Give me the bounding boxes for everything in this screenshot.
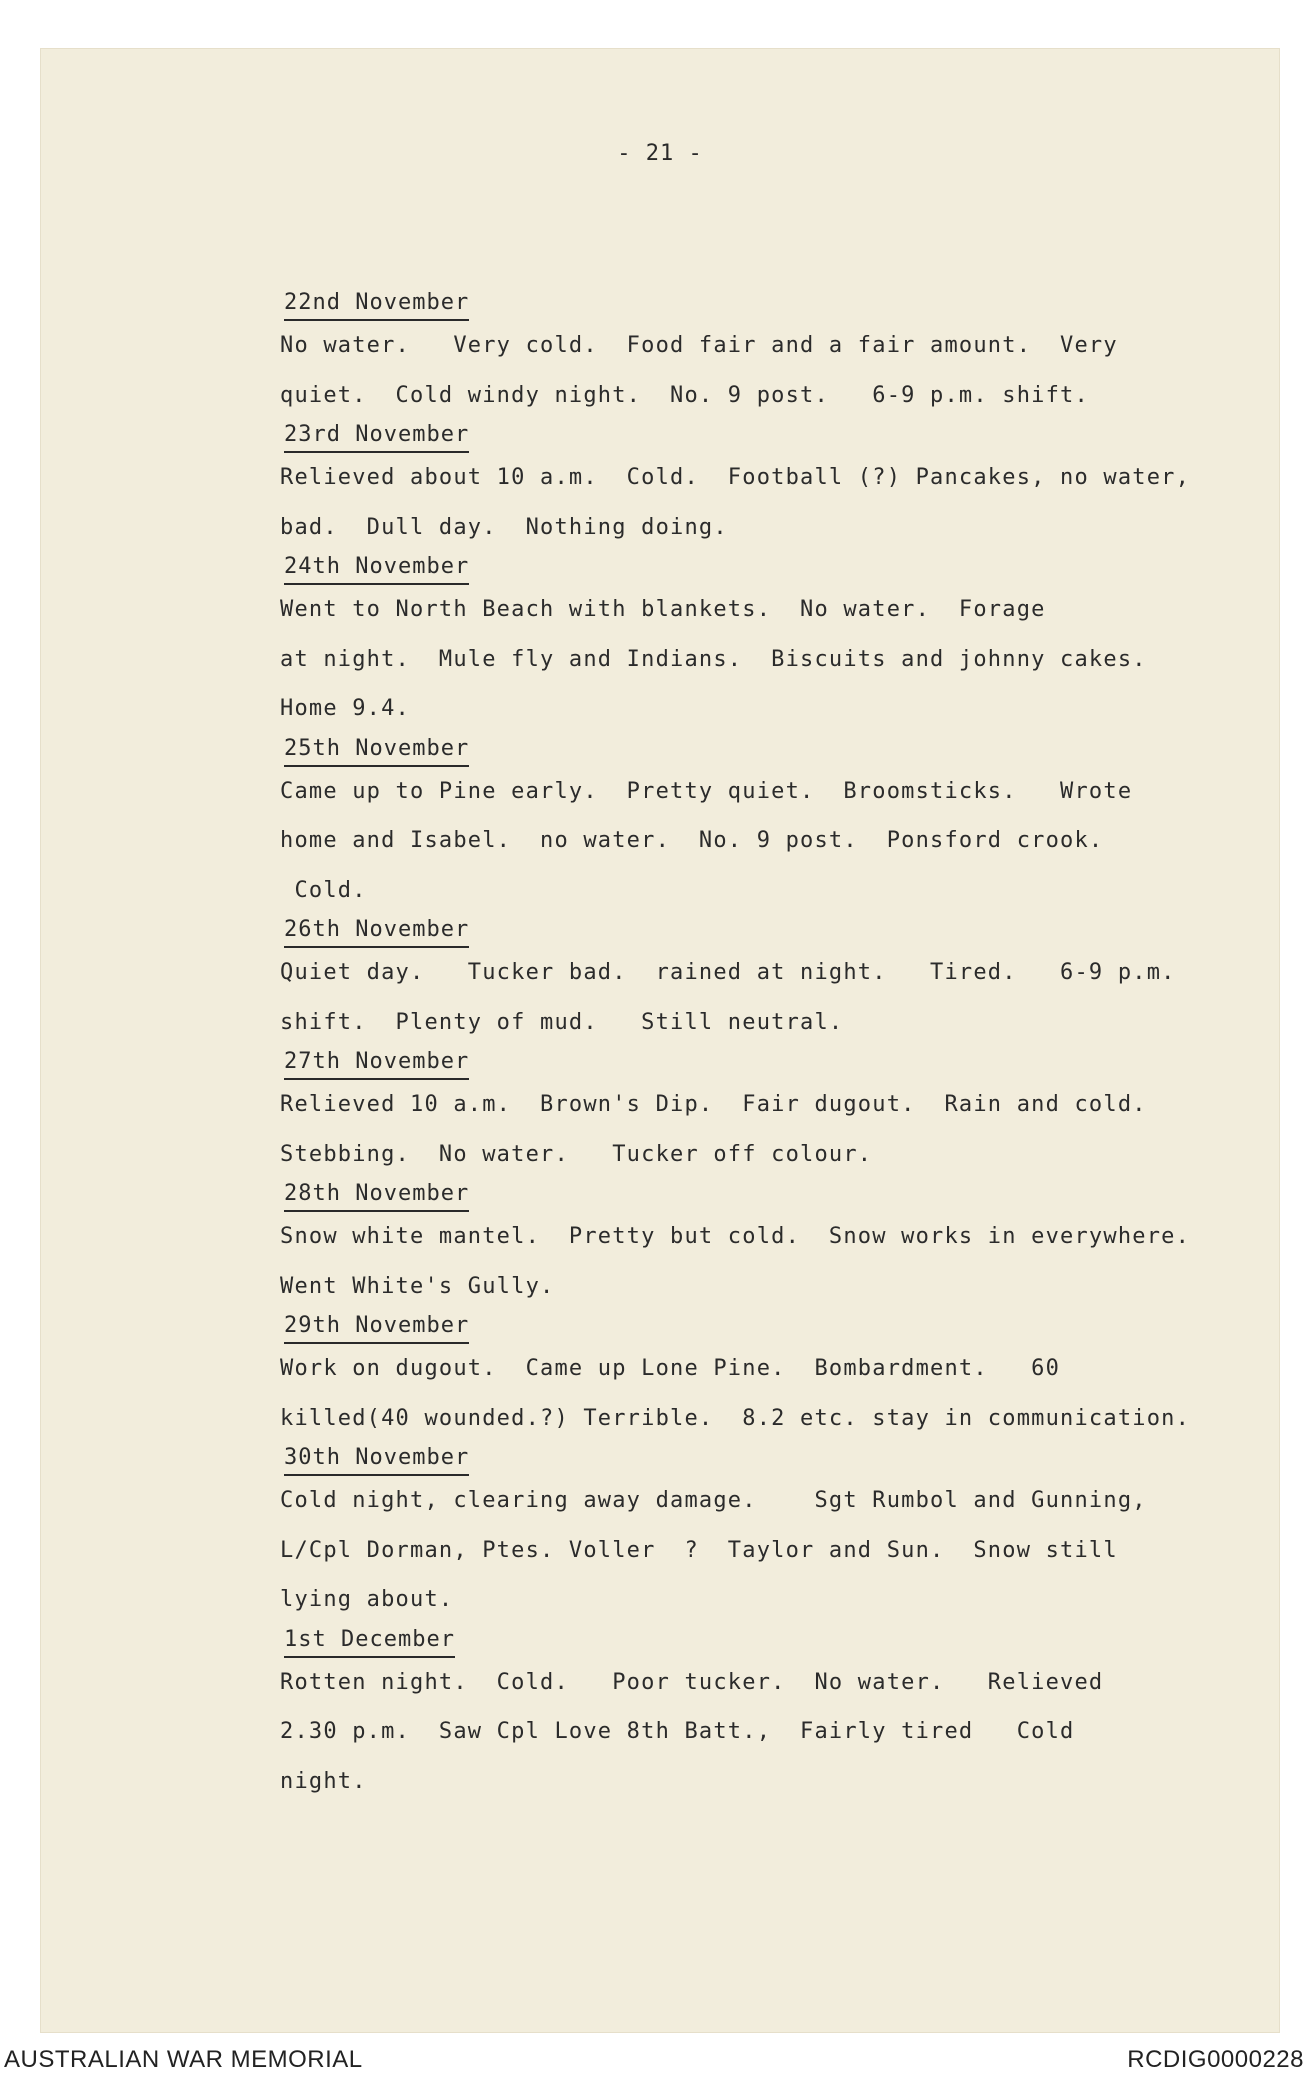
entry-line: Cold night, clearing away damage. Sgt Rumbol and Gunning, [280,1488,1147,1513]
diary-entry [280,1179,1280,1311]
diary-page [40,48,1280,2033]
entry-line: Cold. [280,877,367,903]
entry-line: 2.30 p.m. Saw Cpl Love 8th Batt., Fairly tired Cold [280,1719,1075,1744]
entry-line: Rotten night. Cold. Poor tucker. No water. Relieved [280,1669,1104,1695]
entry-line: Went to North Beach with blankets. No water. Forage [280,597,1046,622]
entry-date: 25th November [284,734,469,767]
diary-entry [280,1311,1280,1443]
diary-entry [280,734,1280,916]
entry-line: home and Isabel. no water. No. 9 post. Ponsford crook. [280,828,1104,853]
entry-line: Stebbing. No water. Tucker off colour. [280,1141,873,1167]
diary-entry [280,420,1280,552]
entry-date: 30th November [284,1443,469,1476]
entry-date: 28th November [284,1179,469,1212]
entry-date: 26th November [284,915,469,948]
entry-line: Snow white mantel. Pretty but cold. Snow works in everywhere. [280,1224,1191,1249]
footer-institution: AUSTRALIAN WAR MEMORIAL [4,2046,363,2073]
entry-line: Home 9.4. [280,696,411,721]
entry-date: 29th November [284,1311,469,1344]
diary-entry [280,552,1280,734]
diary-entry [280,1443,1280,1625]
diary-entry [280,1047,1280,1179]
footer-record-id: RCDIG0000228 [1127,2046,1304,2073]
entry-date: 27th November [284,1047,469,1080]
entry-date: 22nd November [284,288,469,321]
entry-date: 23rd November [284,420,469,453]
page-number: - 21 - [617,141,703,166]
entry-line: Went White's Gully. [280,1273,555,1299]
entry-line: Came up to Pine early. Pretty quiet. Broomsticks. Wrote [280,778,1133,804]
diary-entries [280,288,1280,1806]
entry-line: L/Cpl Dorman, Ptes. Voller ? Taylor and Sun. Snow still [280,1537,1118,1563]
entry-line: Relieved 10 a.m. Brown's Dip. Fair dugout. Rain and cold. [280,1092,1147,1117]
entry-line: night. [280,1768,367,1794]
entry-date: 24th November [284,552,469,585]
entry-line: Relieved about 10 a.m. Cold. Football (?) Pancakes, no water, [280,465,1191,490]
diary-entry [280,288,1280,420]
entry-line: lying about. [280,1587,454,1612]
entry-line: killed(40 wounded.?) Terrible. 8.2 etc. stay in communication. [280,1405,1191,1431]
entry-line: Work on dugout. Came up Lone Pine. Bombardment. 60 [280,1356,1061,1381]
entry-line: at night. Mule fly and Indians. Biscuits and johnny cakes. [280,646,1147,672]
entry-line: Quiet day. Tucker bad. rained at night. Tired. 6-9 p.m. [280,960,1176,985]
entry-line: No water. Very cold. Food fair and a fair amount. Very [280,333,1118,358]
entry-line: quiet. Cold windy night. No. 9 post. 6-9 p.m. shift. [280,382,1089,408]
diary-entry [280,1625,1280,1807]
entry-line: shift. Plenty of mud. Still neutral. [280,1009,844,1035]
entry-line: bad. Dull day. Nothing doing. [280,514,728,540]
entry-date: 1st December [284,1625,455,1658]
diary-entry [280,915,1280,1047]
